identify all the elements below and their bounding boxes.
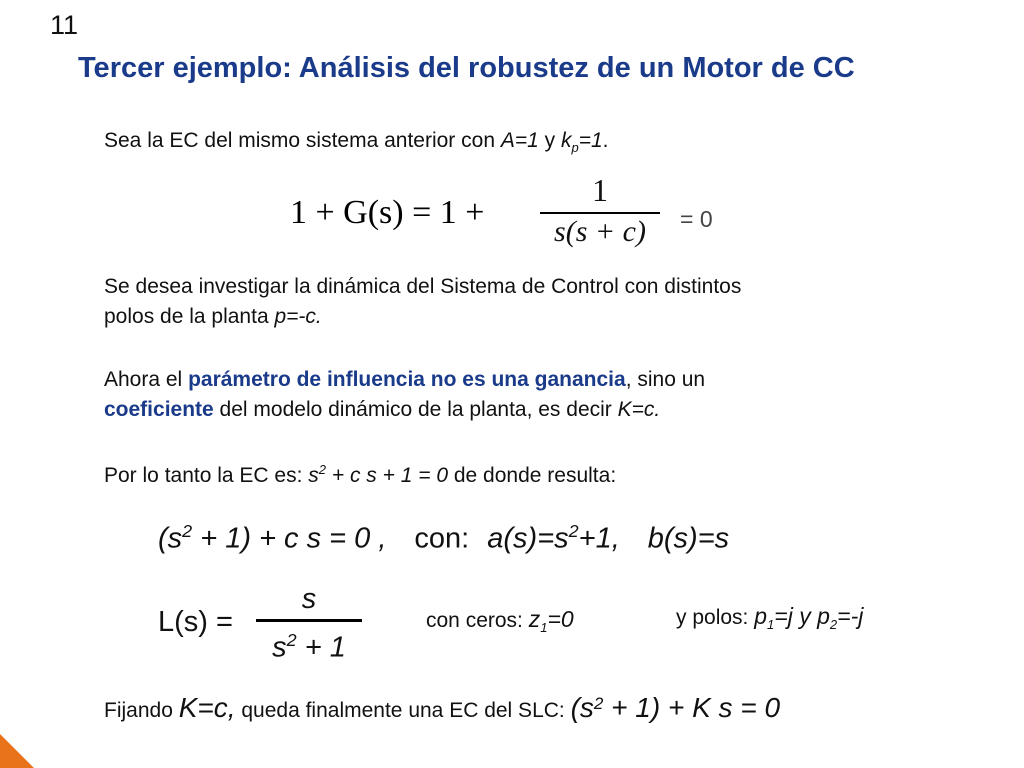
final-kc: K=c, — [178, 692, 236, 723]
paragraph-2-mid: , sino un — [625, 368, 706, 391]
eq2 — [158, 521, 729, 556]
final-eq-b: + 1) + K s = 0 — [603, 692, 781, 723]
eq2-a-of-s: a(s)=s — [487, 522, 569, 555]
eq1-lhs: 1 + G(s) = 1 + — [290, 194, 485, 231]
poles-text — [676, 603, 863, 632]
pole-2-p: p — [817, 603, 830, 629]
pole-1-value: =j — [774, 603, 793, 629]
pole-2-sub: 2 — [829, 617, 838, 633]
zero-value: =0 — [547, 606, 574, 632]
zeros-label: con ceros — [426, 609, 518, 632]
zeros-colon: : — [517, 609, 529, 632]
eq2-b-of-s: b(s)=s — [647, 522, 730, 555]
final-lead: Fijando — [104, 699, 179, 722]
intro-k-value: =1 — [578, 129, 603, 152]
slide-title: Tercer ejemplo: Análisis del robustez de un Motor de CC — [78, 52, 855, 84]
paragraph-1 — [104, 272, 741, 332]
pole-1-p: p — [754, 603, 768, 629]
final-line — [104, 692, 780, 724]
ls-label: L(s) = — [158, 606, 233, 638]
paragraph-2-line-2 — [104, 395, 705, 425]
eq2-con-label: con: — [414, 522, 470, 555]
slide-number: 11 — [50, 10, 79, 40]
intro-end: . — [602, 129, 609, 152]
paragraph-3-equation: + c s + 1 = 0 — [326, 464, 449, 487]
ls-den-rest: + 1 — [296, 631, 346, 664]
paragraph-1-pole: p=-c. — [274, 305, 322, 328]
corner-accent-shape — [0, 734, 34, 768]
paragraph-1-line-1: Se desea investigar la dinámica del Sistema de Control con distintos — [104, 275, 742, 298]
ls-numerator: s — [301, 583, 317, 615]
pole-2-value: =-j — [837, 603, 864, 629]
intro-k: k — [560, 129, 572, 152]
final-exponent: 2 — [593, 694, 604, 713]
eq1-denominator: s(s + c) — [554, 215, 646, 248]
eq1-numerator: 1 — [592, 172, 608, 208]
paragraph-3-tail: de donde resulta: — [448, 464, 617, 487]
intro-and: y — [538, 129, 561, 152]
paragraph-2 — [104, 365, 705, 425]
paragraph-2-line-1 — [104, 365, 705, 395]
ls-den-exponent: 2 — [286, 630, 297, 650]
eq2-a-of-s-rest: +1, — [578, 522, 620, 555]
poles-and: y — [792, 603, 818, 629]
paragraph-1-line-2 — [104, 302, 741, 332]
intro-text — [104, 126, 609, 163]
eq2-part-a: (s — [158, 522, 183, 555]
eq1-fraction — [540, 172, 660, 250]
zero-sub: 1 — [540, 620, 548, 636]
poles-label: y polos — [676, 606, 743, 629]
paragraph-3 — [104, 455, 616, 491]
pole-1-sub: 1 — [767, 617, 775, 633]
final-eq-a: (s — [570, 692, 594, 723]
eq2-exponent-c: 2 — [568, 521, 579, 541]
paragraph-2-highlight-1: parámetro de influencia no es una ganancia — [188, 368, 626, 391]
ls-denominator — [272, 622, 346, 666]
paragraph-3-exponent: 2 — [318, 462, 327, 477]
paragraph-3-lead: Por lo tanto la EC es: — [104, 464, 309, 487]
paragraph-2-text: del modelo dinámico de la planta, es decir — [213, 398, 618, 421]
paragraph-2-lead: Ahora el — [104, 368, 189, 391]
paragraph-2-highlight-2: coeficiente — [104, 398, 214, 421]
zero-z: z — [528, 606, 541, 632]
intro-k-sub: p — [571, 140, 579, 156]
paragraph-3-s: s — [308, 464, 319, 487]
ls-fraction — [256, 583, 362, 666]
ls-den-s: s — [272, 631, 287, 664]
intro-a-value: A=1 — [500, 129, 539, 152]
paragraph-1-text: polos de la planta — [104, 305, 275, 328]
eq2-part-b: + 1) + c s = 0 , — [192, 522, 387, 555]
final-text: queda finalmente una EC del SLC: — [235, 699, 571, 722]
poles-colon: : — [742, 606, 755, 629]
eq2-exponent-a: 2 — [182, 521, 193, 541]
paragraph-2-kc: K=c. — [617, 398, 661, 421]
intro-lead: Sea la EC del mismo sistema anterior con — [104, 129, 501, 152]
zeros-text — [426, 606, 574, 635]
eq1-rhs: = 0 — [680, 206, 713, 232]
